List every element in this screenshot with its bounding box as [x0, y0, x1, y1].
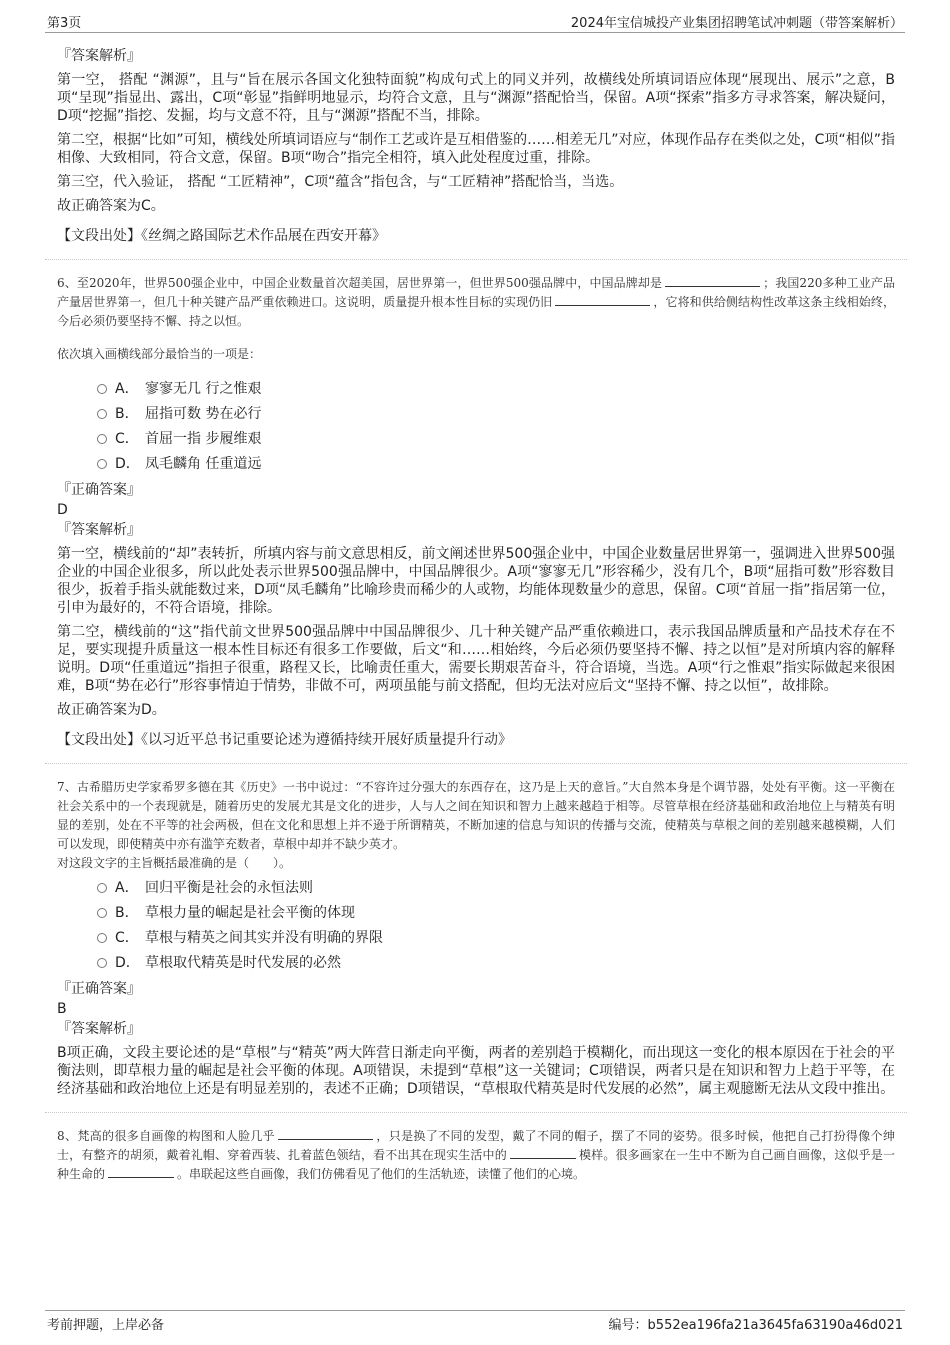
correct-answer-label: 『正确答案』	[57, 981, 141, 997]
analysis-paragraph: 第三空，代入验证， 搭配 “工匠精神”，C项“蕴含”指包含，与“工匠精神”搭配恰当，当选。	[57, 174, 624, 190]
question-prompt: 对这段文字的主旨概括最准确的是（ ）。	[57, 856, 292, 870]
option-c[interactable]: C． 首屈一指 步履维艰	[97, 430, 895, 448]
fill-blank	[108, 1165, 174, 1178]
correct-answer: B	[57, 1001, 67, 1017]
question-divider	[45, 259, 907, 260]
correct-answer-label: 『正确答案』	[57, 482, 141, 498]
analysis-paragraph: 第二空，横线前的“这”指代前文世界500强品牌中中国品牌很少、几十种关键产品严重依赖进口，表示我国品牌质量和产品技术存在不足，要实现提升质量这一根本性目标还有很多工作要做，后文“和……相始终，今后必须仍要坚持不懈、持之以恒”是对所填内容的解释说明。D项“任重道远”指担子很重，路程又长，比喻责任重大，需要长期艰苦奋斗，符合语境，当选。A项“行之惟艰”指实际做起来很困难，B项“势在必行”形容事情迫于情势，非做不可，两项虽能与前文搭配，但均无法对应后文“坚持不懈、持之以恒”，故排除。	[57, 624, 895, 694]
option-list	[97, 380, 895, 473]
footer-slogan: 考前押题，上岸必备	[47, 1318, 165, 1333]
option-d[interactable]: D． 凤毛麟角 任重道远	[97, 455, 895, 473]
question-stem: 8、梵高的很多自画像的构图和人脸几乎 ，只是换了不同的发型，戴了不同的帽子，摆了不同的姿势。很多时候，他把自己打扮得像个绅士，有整齐的胡须，戴着礼帽、穿着西装、扎着蓝色领结，看不出其在现实生活中的 模样。很多画家在一生中不断为自己画自画像，这似乎是一种生命的 。串联起这些自画像，我们仿佛看见了他们的生活轨迹，读懂了他们的心境。	[57, 1129, 895, 1181]
radio-icon[interactable]	[97, 459, 107, 469]
option-a[interactable]: A． 回归平衡是社会的永恒法则	[97, 879, 895, 897]
correct-answer: D	[57, 502, 68, 518]
analysis-paragraph: B项正确，文段主要论述的是“草根”与“精英”两大阵营日渐走向平衡，两者的差别趋于模糊化，而出现这一变化的根本原因在于社会的平衡法则，即草根力量的崛起是社会平衡的体现。A项错误，未提到“草根”这一关键词；C项错误，两者只是在知识和智力上趋于平等，在经济基础和政治地位上还是有明显差别的，表述不正确；D项错误，“草根取代精英是时代发展的必然”，属主观臆断无法从文段中推出。	[57, 1045, 895, 1097]
radio-icon[interactable]	[97, 434, 107, 444]
radio-icon[interactable]	[97, 883, 107, 893]
page-number: 第3页	[47, 16, 82, 31]
question-prompt: 依次填入画横线部分最恰当的一项是：	[57, 347, 262, 361]
option-d[interactable]: D． 草根取代精英是时代发展的必然	[97, 954, 895, 972]
question-divider	[45, 763, 907, 764]
document-id: 编号：b552ea196fa21a3645fa63190a46d021	[608, 1318, 903, 1333]
option-b[interactable]: B． 草根力量的崛起是社会平衡的体现	[97, 904, 895, 922]
analysis-paragraph: 第一空，横线前的“却”表转折，所填内容与前文意思相反，前文阐述世界500强企业中，中国企业数量居世界第一，强调进入世界500强企业的中国企业很多，所以此处表示世界500强品牌中，中国品牌很少。A项“寥寥无几”形容稀少，没有几个，B项“屈指可数”形容数目很少，扳着手指头就能数过来，D项“凤毛麟角”比喻珍贵而稀少的人或物，均能体现数量少的意思，保留。C项“首屈一指”指居第一位，引申为最好的，不符合语境，排除。	[57, 546, 895, 616]
analysis-paragraph: 第一空， 搭配 “渊源”，且与“旨在展示各国文化独特面貌”构成句式上的同义并列，故横线处所填词语应体现“展现出、展示”之意，B项“呈现”指显出、露出，C项“彰显”指鲜明地显示，均符合文意，且与“渊源”搭配恰当，保留。A项“探索”指多方寻求答案，解决疑问，D项“挖掘”指挖、发掘，均与文意不符，且与“渊源”搭配不当，排除。	[57, 72, 895, 124]
source-citation: 【文段出处】《以习近平总书记重要论述为遵循持续开展好质量提升行动》	[57, 732, 512, 748]
analysis-conclusion: 故正确答案为D。	[57, 702, 166, 718]
radio-icon[interactable]	[97, 908, 107, 918]
fill-blank	[278, 1127, 373, 1140]
radio-icon[interactable]	[97, 409, 107, 419]
document-body	[57, 47, 895, 1184]
option-b[interactable]: B． 屈指可数 势在必行	[97, 405, 895, 423]
fill-blank	[665, 274, 760, 287]
source-citation: 【文段出处】《丝绸之路国际艺术作品展在西安开幕》	[57, 228, 386, 244]
question-stem: 7、古希腊历史学家希罗多德在其《历史》一书中说过：“不容许过分强大的东西存在，这乃是上天的意旨。”大自然本身是个调节器，处处有平衡。这一平衡在社会关系中的一个表现就是，随着历史的发展尤其是文化的进步，人与人之间在知识和智力上越来越趋于相等。尽管草根在经济基础和政治地位上与精英有明显的差别，处在不平等的社会两极，但在文化和思想上并不逊于所谓精英，不断加速的信息与知识的传播与交流，使精英与草根之间的差别越来越模糊，人们可以发现，即使精英中亦有滥竽充数者，草根中却并不缺少英才。	[57, 780, 895, 851]
analysis-label: 『答案解析』	[57, 522, 141, 538]
radio-icon[interactable]	[97, 384, 107, 394]
radio-icon[interactable]	[97, 933, 107, 943]
analysis-label: 『答案解析』	[57, 48, 141, 64]
question-stem: 6、至2020年，世界500强企业中，中国企业数量首次超美国，居世界第一，但世界500强品牌中，中国品牌却是 ；我国220多种工业产品产量居世界第一，但几十种关键产品严重依赖进口。这说明，质量提升根本性目标的实现仍旧 ，它将和供给侧结构性改革这条主线相始终，今后必须仍要坚持不懈、持之以恒。	[57, 276, 895, 328]
document-title: 2024年宝信城投产业集团招聘笔试冲刺题（带答案解析）	[570, 16, 903, 31]
page-header	[45, 10, 905, 33]
fill-blank	[510, 1146, 576, 1159]
fill-blank	[555, 293, 650, 306]
page-footer	[45, 1310, 905, 1333]
radio-icon[interactable]	[97, 958, 107, 968]
analysis-label: 『答案解析』	[57, 1021, 141, 1037]
option-c[interactable]: C． 草根与精英之间其实并没有明确的界限	[97, 929, 895, 947]
option-a[interactable]: A． 寥寥无几 行之惟艰	[97, 380, 895, 398]
analysis-conclusion: 故正确答案为C。	[57, 198, 165, 214]
question-divider	[45, 1112, 907, 1113]
analysis-paragraph: 第二空，根据“比如”可知，横线处所填词语应与“制作工艺或许是互相借鉴的……相差无几”对应，体现作品存在类似之处，C项“相似”指相像、大致相同，符合文意，保留。B项“吻合”指完全相符，填入此处程度过重，排除。	[57, 132, 895, 166]
option-list	[97, 879, 895, 972]
